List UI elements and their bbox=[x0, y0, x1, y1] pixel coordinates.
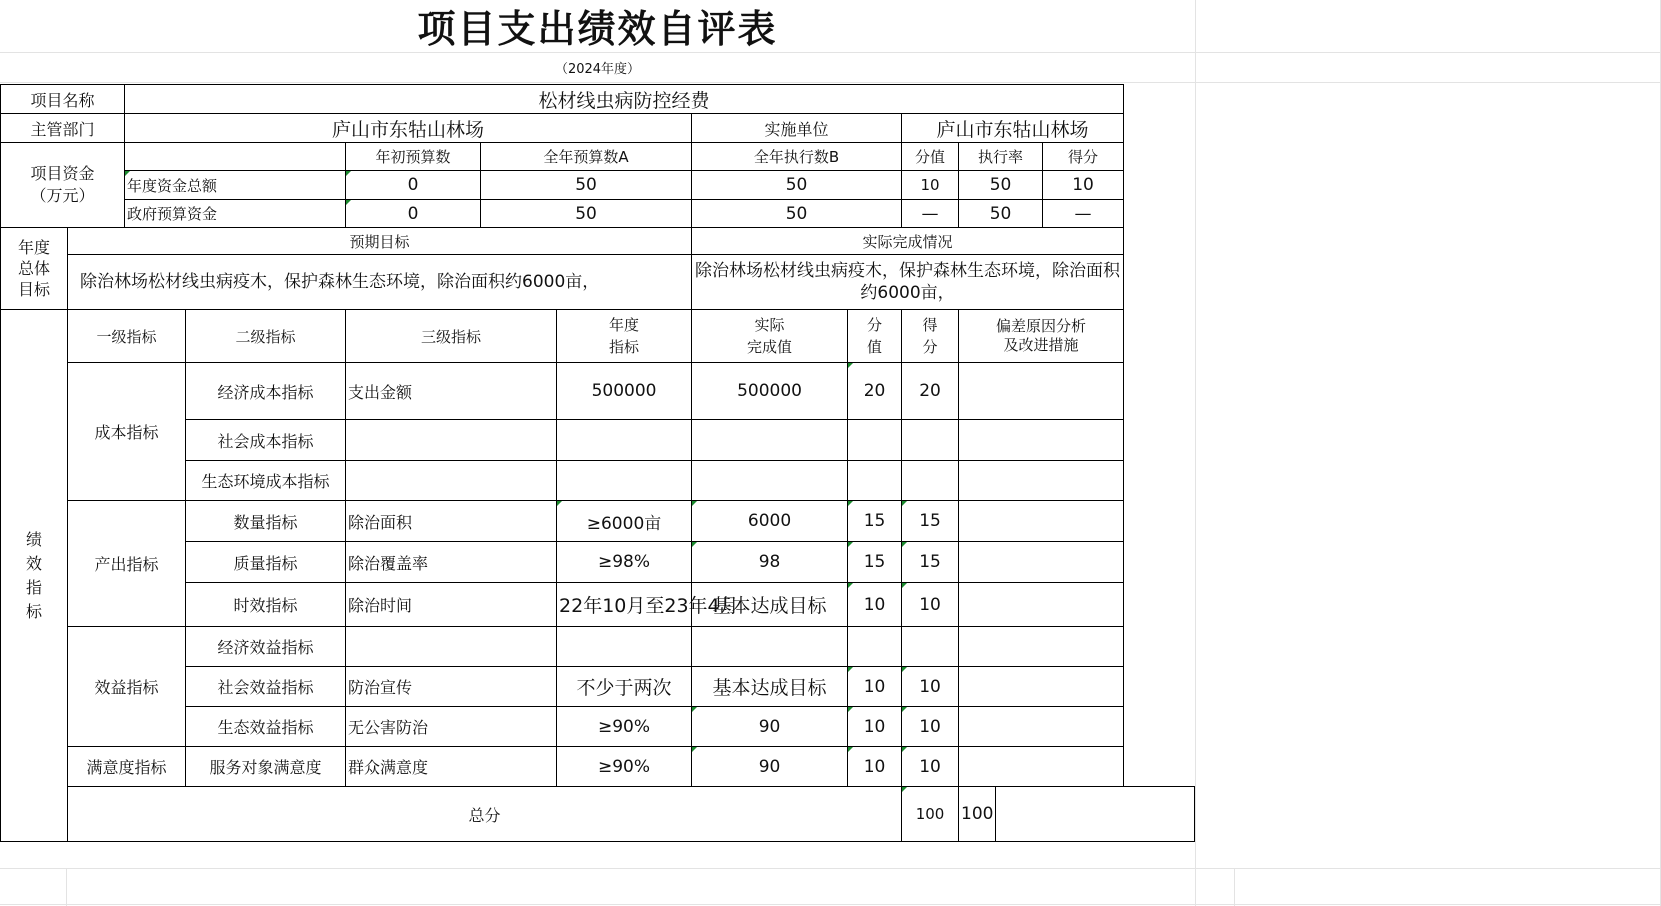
indicator-row bbox=[1, 501, 1195, 542]
level2-cell: 时效指标 bbox=[186, 583, 346, 627]
funds-cell[interactable]: 0 bbox=[346, 200, 481, 228]
target-cell[interactable]: 500000 bbox=[557, 363, 692, 420]
funds-label: 项目资金 （万元） bbox=[1, 143, 125, 228]
unit-value[interactable]: 庐山市东牯山林场 bbox=[902, 114, 1124, 143]
actual-cell[interactable]: 基本达成目标 bbox=[692, 583, 848, 627]
score-cell[interactable]: 15 bbox=[902, 501, 959, 542]
funds-header-executed: 全年执行数B bbox=[692, 143, 902, 171]
score-value-cell[interactable]: 10 bbox=[848, 583, 902, 627]
funds-cell[interactable]: 50 bbox=[959, 171, 1043, 200]
target-cell[interactable] bbox=[557, 420, 692, 461]
level3-cell[interactable]: 支出金额 bbox=[346, 363, 557, 420]
unit-label: 实施单位 bbox=[692, 114, 902, 143]
level3-cell[interactable] bbox=[346, 420, 557, 461]
indicator-row bbox=[1, 627, 1195, 667]
header-level1: 一级指标 bbox=[68, 310, 186, 363]
score-value-cell[interactable]: 10 bbox=[848, 747, 902, 787]
level2-cell: 质量指标 bbox=[186, 542, 346, 583]
self-evaluation-table bbox=[0, 84, 1195, 842]
goals-header-row bbox=[1, 228, 1195, 255]
goals-actual-text[interactable]: 除治林场松材线虫病疫木，保护森林生态环境，除治面积约6000亩， bbox=[692, 255, 1124, 310]
actual-cell[interactable]: 500000 bbox=[692, 363, 848, 420]
funds-cell[interactable]: 50 bbox=[692, 171, 902, 200]
note-cell[interactable] bbox=[959, 667, 1124, 707]
actual-cell[interactable]: 6000 bbox=[692, 501, 848, 542]
note-cell[interactable] bbox=[959, 501, 1124, 542]
target-cell[interactable]: ≥98% bbox=[557, 542, 692, 583]
level3-cell[interactable]: 除治面积 bbox=[346, 501, 557, 542]
target-cell[interactable]: 不少于两次 bbox=[557, 667, 692, 707]
level3-cell[interactable]: 防治宣传 bbox=[346, 667, 557, 707]
header-level2: 二级指标 bbox=[186, 310, 346, 363]
funds-row-total bbox=[1, 171, 1195, 200]
goals-label: 年度 总体 目标 bbox=[1, 228, 68, 310]
level2-cell: 社会成本指标 bbox=[186, 420, 346, 461]
group-benefit: 效益指标 bbox=[68, 627, 186, 747]
funds-cell[interactable]: 50 bbox=[692, 200, 902, 228]
note-cell[interactable] bbox=[959, 461, 1124, 501]
level3-cell[interactable]: 除治覆盖率 bbox=[346, 542, 557, 583]
total-score-value[interactable]: 100 bbox=[902, 787, 959, 842]
funds-header-row bbox=[1, 143, 1195, 171]
note-cell[interactable] bbox=[959, 542, 1124, 583]
score-cell[interactable]: 10 bbox=[902, 583, 959, 627]
header-score-value: 分 值 bbox=[848, 310, 902, 363]
level3-cell[interactable] bbox=[346, 627, 557, 667]
actual-cell[interactable] bbox=[692, 627, 848, 667]
total-label: 总分 bbox=[68, 787, 902, 842]
header-level3: 三级指标 bbox=[346, 310, 557, 363]
actual-cell[interactable]: 90 bbox=[692, 707, 848, 747]
funds-cell[interactable]: 50 bbox=[481, 200, 692, 228]
indicators-section-label: 绩 效 指 标 bbox=[1, 310, 68, 842]
target-cell[interactable] bbox=[557, 461, 692, 501]
level2-cell: 生态环境成本指标 bbox=[186, 461, 346, 501]
funds-header-score: 得分 bbox=[1043, 143, 1124, 171]
score-value-cell[interactable]: 10 bbox=[848, 707, 902, 747]
funds-cell[interactable]: — bbox=[1043, 200, 1124, 228]
header-deviation: 偏差原因分析 及改进措施 bbox=[959, 310, 1124, 363]
group-satisfaction: 满意度指标 bbox=[68, 747, 186, 787]
score-cell[interactable] bbox=[902, 627, 959, 667]
score-value-cell[interactable] bbox=[848, 420, 902, 461]
score-cell[interactable]: 20 bbox=[902, 363, 959, 420]
actual-cell[interactable]: 基本达成目标 bbox=[692, 667, 848, 707]
funds-cell[interactable]: — bbox=[902, 200, 959, 228]
project-name-row bbox=[1, 85, 1195, 114]
header-actual: 实际 完成值 bbox=[692, 310, 848, 363]
score-value-cell[interactable]: 10 bbox=[848, 667, 902, 707]
funds-header-annual: 全年预算数A bbox=[481, 143, 692, 171]
score-cell[interactable] bbox=[902, 420, 959, 461]
goals-expected-text[interactable]: 除治林场松材线虫病疫木，保护森林生态环境，除治面积约6000亩， bbox=[68, 255, 692, 310]
indicator-row bbox=[1, 747, 1195, 787]
total-row bbox=[1, 787, 1195, 842]
target-cell[interactable]: ≥6000亩 bbox=[557, 501, 692, 542]
actual-cell[interactable]: 98 bbox=[692, 542, 848, 583]
dept-value[interactable]: 庐山市东牯山林场 bbox=[125, 114, 692, 143]
funds-row-government bbox=[1, 200, 1195, 228]
note-cell[interactable] bbox=[959, 627, 1124, 667]
funds-header-initial: 年初预算数 bbox=[346, 143, 481, 171]
level3-cell[interactable] bbox=[346, 461, 557, 501]
score-cell[interactable]: 10 bbox=[902, 667, 959, 707]
funds-row-name: 政府预算资金 bbox=[125, 200, 346, 228]
department-row bbox=[1, 114, 1195, 143]
score-value-cell[interactable] bbox=[848, 461, 902, 501]
funds-cell[interactable]: 50 bbox=[481, 171, 692, 200]
score-cell[interactable]: 15 bbox=[902, 542, 959, 583]
funds-cell[interactable]: 10 bbox=[902, 171, 959, 200]
level2-cell: 服务对象满意度 bbox=[186, 747, 346, 787]
group-output: 产出指标 bbox=[68, 501, 186, 627]
level2-cell: 经济效益指标 bbox=[186, 627, 346, 667]
funds-row-name: 年度资金总额 bbox=[125, 171, 346, 200]
page-title: 项目支出绩效自评表 bbox=[417, 6, 778, 51]
score-cell[interactable] bbox=[902, 461, 959, 501]
actual-cell[interactable]: 90 bbox=[692, 747, 848, 787]
target-cell[interactable]: ≥90% bbox=[557, 747, 692, 787]
header-score: 得 分 bbox=[902, 310, 959, 363]
goals-expected-header: 预期目标 bbox=[68, 228, 692, 255]
funds-header-score-value: 分值 bbox=[902, 143, 959, 171]
target-cell[interactable]: ≥90% bbox=[557, 707, 692, 747]
note-cell[interactable] bbox=[959, 707, 1124, 747]
report-year: （2024年度） bbox=[554, 62, 641, 77]
target-cell[interactable] bbox=[557, 627, 692, 667]
actual-cell[interactable] bbox=[692, 420, 848, 461]
funds-cell[interactable]: 50 bbox=[959, 200, 1043, 228]
score-cell[interactable]: 10 bbox=[902, 707, 959, 747]
project-name-value[interactable]: 松材线虫病防控经费 bbox=[125, 85, 1124, 114]
score-value-cell[interactable]: 15 bbox=[848, 542, 902, 583]
score-value-cell[interactable] bbox=[848, 627, 902, 667]
level2-cell: 经济成本指标 bbox=[186, 363, 346, 420]
actual-cell[interactable] bbox=[692, 461, 848, 501]
score-value-cell[interactable]: 15 bbox=[848, 501, 902, 542]
header-target: 年度 指标 bbox=[557, 310, 692, 363]
level3-cell[interactable]: 除治时间 bbox=[346, 583, 557, 627]
level2-cell: 生态效益指标 bbox=[186, 707, 346, 747]
target-cell[interactable]: 22年10月至23年4月 bbox=[557, 583, 692, 627]
funds-cell[interactable]: 10 bbox=[1043, 171, 1124, 200]
funds-header-rate: 执行率 bbox=[959, 143, 1043, 171]
score-value-cell[interactable]: 20 bbox=[848, 363, 902, 420]
dept-label: 主管部门 bbox=[1, 114, 125, 143]
goals-text-row bbox=[1, 255, 1195, 310]
project-name-label: 项目名称 bbox=[1, 85, 125, 114]
note-cell[interactable] bbox=[959, 747, 1124, 787]
note-cell[interactable] bbox=[959, 420, 1124, 461]
group-cost: 成本指标 bbox=[68, 363, 186, 501]
indicator-row bbox=[1, 363, 1195, 420]
level3-cell[interactable]: 无公害防治 bbox=[346, 707, 557, 747]
level2-cell: 社会效益指标 bbox=[186, 667, 346, 707]
funds-cell[interactable]: 0 bbox=[346, 171, 481, 200]
level3-cell[interactable]: 群众满意度 bbox=[346, 747, 557, 787]
level2-cell: 数量指标 bbox=[186, 501, 346, 542]
total-note[interactable] bbox=[996, 787, 1195, 842]
score-cell[interactable]: 10 bbox=[902, 747, 959, 787]
note-cell[interactable] bbox=[959, 363, 1124, 420]
total-score[interactable]: 100 bbox=[959, 787, 996, 842]
indicators-header-row bbox=[1, 310, 1195, 363]
note-cell[interactable] bbox=[959, 583, 1124, 627]
goals-actual-header: 实际完成情况 bbox=[692, 228, 1124, 255]
